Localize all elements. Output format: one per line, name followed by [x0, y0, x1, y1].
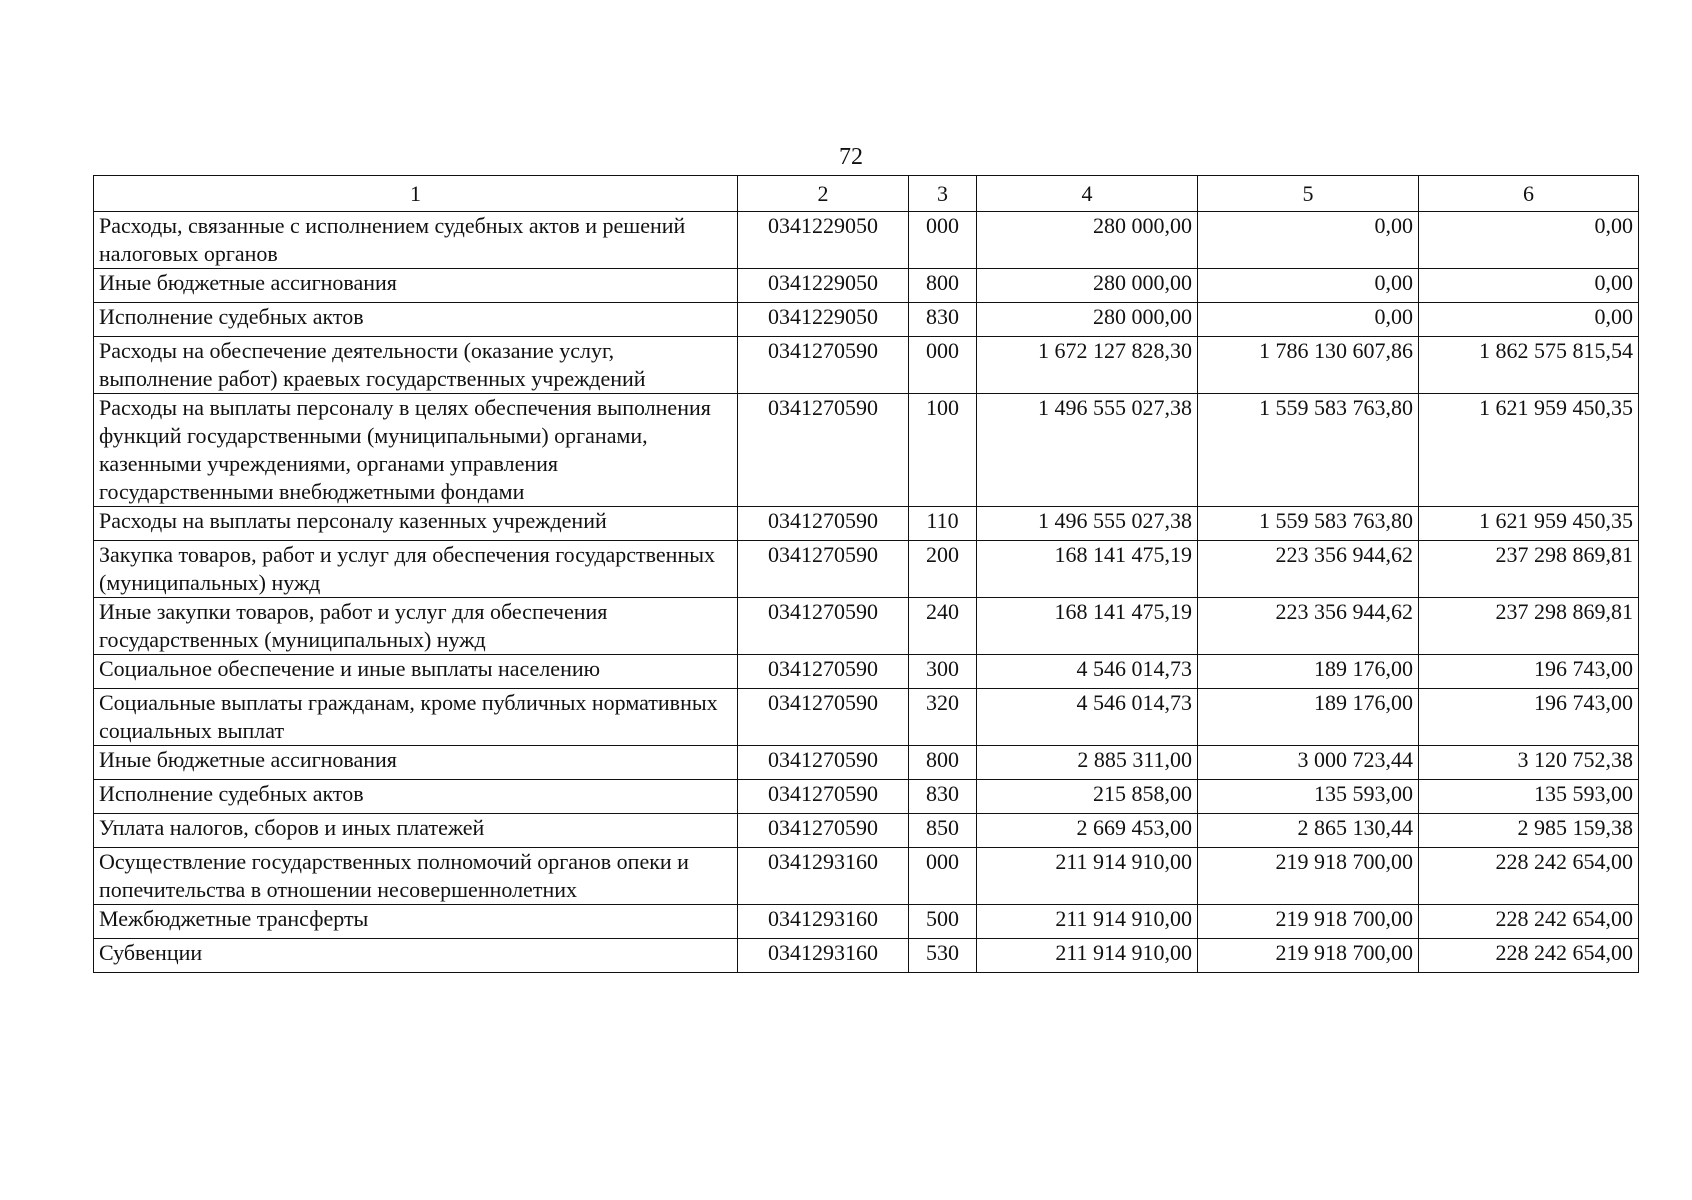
row-name-cell: Субвенции: [94, 939, 738, 973]
table-row: [94, 212, 1639, 269]
row-code-cell: 0341270590: [738, 598, 909, 655]
row-amount-col6-cell: 228 242 654,00: [1419, 939, 1639, 973]
table-row: [94, 337, 1639, 394]
row-amount-col5-cell: 135 593,00: [1198, 780, 1419, 814]
budget-table: [93, 175, 1639, 973]
row-amount-col5-cell: 189 176,00: [1198, 655, 1419, 689]
row-code-cell: 0341270590: [738, 689, 909, 746]
table-row: [94, 303, 1639, 337]
row-code-cell: 0341270590: [738, 780, 909, 814]
column-header: 4: [977, 176, 1198, 212]
row-amount-col4-cell: 1 496 555 027,38: [977, 507, 1198, 541]
row-amount-col5-cell: 219 918 700,00: [1198, 848, 1419, 905]
row-code-cell: 0341229050: [738, 303, 909, 337]
row-amount-col4-cell: 280 000,00: [977, 269, 1198, 303]
row-code-cell: 0341270590: [738, 541, 909, 598]
row-amount-col4-cell: 168 141 475,19: [977, 598, 1198, 655]
row-amount-col4-cell: 215 858,00: [977, 780, 1198, 814]
row-amount-col6-cell: 196 743,00: [1419, 689, 1639, 746]
row-amount-col5-cell: 3 000 723,44: [1198, 746, 1419, 780]
row-amount-col4-cell: 1 496 555 027,38: [977, 394, 1198, 507]
row-name-cell: Расходы на выплаты персоналу казенных учреждений: [94, 507, 738, 541]
row-amount-col4-cell: 211 914 910,00: [977, 939, 1198, 973]
row-amount-col6-cell: 1 621 959 450,35: [1419, 394, 1639, 507]
column-header: 6: [1419, 176, 1639, 212]
row-name-cell: Расходы, связанные с исполнением судебных актов и решений налоговых органов: [94, 212, 738, 269]
row-type-cell: 850: [909, 814, 977, 848]
row-amount-col4-cell: 211 914 910,00: [977, 905, 1198, 939]
row-type-cell: 320: [909, 689, 977, 746]
row-code-cell: 0341293160: [738, 905, 909, 939]
table-row: [94, 939, 1639, 973]
row-type-cell: 800: [909, 269, 977, 303]
row-code-cell: 0341229050: [738, 269, 909, 303]
table-row: [94, 746, 1639, 780]
table-row: [94, 269, 1639, 303]
row-amount-col6-cell: 237 298 869,81: [1419, 598, 1639, 655]
row-amount-col4-cell: 2 885 311,00: [977, 746, 1198, 780]
row-code-cell: 0341270590: [738, 394, 909, 507]
row-amount-col4-cell: 2 669 453,00: [977, 814, 1198, 848]
row-amount-col6-cell: 0,00: [1419, 303, 1639, 337]
row-amount-col4-cell: 211 914 910,00: [977, 848, 1198, 905]
row-amount-col5-cell: 223 356 944,62: [1198, 541, 1419, 598]
row-type-cell: 200: [909, 541, 977, 598]
row-type-cell: 240: [909, 598, 977, 655]
table-row: [94, 598, 1639, 655]
table-row: [94, 905, 1639, 939]
row-name-cell: Осуществление государственных полномочий органов опеки и попечительства в отношении несовершеннолетних: [94, 848, 738, 905]
row-type-cell: 110: [909, 507, 977, 541]
row-name-cell: Социальное обеспечение и иные выплаты населению: [94, 655, 738, 689]
table-row: [94, 848, 1639, 905]
column-header: 3: [909, 176, 977, 212]
row-name-cell: Закупка товаров, работ и услуг для обеспечения государственных (муниципальных) нужд: [94, 541, 738, 598]
row-type-cell: 830: [909, 780, 977, 814]
row-amount-col6-cell: 0,00: [1419, 212, 1639, 269]
row-amount-col4-cell: 280 000,00: [977, 303, 1198, 337]
column-header: 1: [94, 176, 738, 212]
row-code-cell: 0341270590: [738, 337, 909, 394]
row-amount-col5-cell: 219 918 700,00: [1198, 939, 1419, 973]
row-name-cell: Уплата налогов, сборов и иных платежей: [94, 814, 738, 848]
table-row: [94, 541, 1639, 598]
row-amount-col5-cell: 219 918 700,00: [1198, 905, 1419, 939]
row-amount-col5-cell: 0,00: [1198, 269, 1419, 303]
row-amount-col5-cell: 0,00: [1198, 303, 1419, 337]
header-row: [94, 176, 1639, 212]
row-amount-col6-cell: 1 862 575 815,54: [1419, 337, 1639, 394]
table-row: [94, 394, 1639, 507]
row-type-cell: 530: [909, 939, 977, 973]
row-amount-col6-cell: 228 242 654,00: [1419, 848, 1639, 905]
row-amount-col6-cell: 135 593,00: [1419, 780, 1639, 814]
table-row: [94, 507, 1639, 541]
row-amount-col6-cell: 0,00: [1419, 269, 1639, 303]
row-type-cell: 000: [909, 337, 977, 394]
row-code-cell: 0341270590: [738, 507, 909, 541]
table-row: [94, 814, 1639, 848]
row-code-cell: 0341270590: [738, 655, 909, 689]
row-name-cell: Иные бюджетные ассигнования: [94, 269, 738, 303]
page-number: 72: [839, 144, 863, 170]
row-name-cell: Исполнение судебных актов: [94, 303, 738, 337]
row-amount-col5-cell: 1 786 130 607,86: [1198, 337, 1419, 394]
table-row: [94, 655, 1639, 689]
row-code-cell: 0341229050: [738, 212, 909, 269]
row-type-cell: 100: [909, 394, 977, 507]
row-amount-col4-cell: 4 546 014,73: [977, 655, 1198, 689]
row-amount-col5-cell: 223 356 944,62: [1198, 598, 1419, 655]
row-amount-col5-cell: 1 559 583 763,80: [1198, 394, 1419, 507]
table-row: [94, 780, 1639, 814]
row-name-cell: Социальные выплаты гражданам, кроме публичных нормативных социальных выплат: [94, 689, 738, 746]
row-code-cell: 0341270590: [738, 814, 909, 848]
row-amount-col6-cell: 196 743,00: [1419, 655, 1639, 689]
row-amount-col4-cell: 1 672 127 828,30: [977, 337, 1198, 394]
table-row: [94, 689, 1639, 746]
row-amount-col5-cell: 1 559 583 763,80: [1198, 507, 1419, 541]
row-code-cell: 0341293160: [738, 848, 909, 905]
column-header: 2: [738, 176, 909, 212]
row-amount-col4-cell: 280 000,00: [977, 212, 1198, 269]
row-type-cell: 000: [909, 848, 977, 905]
row-type-cell: 500: [909, 905, 977, 939]
row-amount-col6-cell: 3 120 752,38: [1419, 746, 1639, 780]
row-amount-col4-cell: 168 141 475,19: [977, 541, 1198, 598]
row-amount-col6-cell: 237 298 869,81: [1419, 541, 1639, 598]
row-amount-col6-cell: 1 621 959 450,35: [1419, 507, 1639, 541]
row-name-cell: Расходы на обеспечение деятельности (оказание услуг, выполнение работ) краевых государственных учреждений: [94, 337, 738, 394]
row-amount-col5-cell: 2 865 130,44: [1198, 814, 1419, 848]
row-name-cell: Иные закупки товаров, работ и услуг для обеспечения государственных (муниципальных) нужд: [94, 598, 738, 655]
row-amount-col5-cell: 0,00: [1198, 212, 1419, 269]
row-name-cell: Иные бюджетные ассигнования: [94, 746, 738, 780]
row-code-cell: 0341270590: [738, 746, 909, 780]
row-type-cell: 300: [909, 655, 977, 689]
row-amount-col5-cell: 189 176,00: [1198, 689, 1419, 746]
row-name-cell: Расходы на выплаты персоналу в целях обеспечения выполнения функций государственными (муниципальными) органами, казенными учреждениями, органами управления государственными внебюджетными фондами: [94, 394, 738, 507]
row-amount-col4-cell: 4 546 014,73: [977, 689, 1198, 746]
table-body: [94, 212, 1639, 973]
row-code-cell: 0341293160: [738, 939, 909, 973]
row-type-cell: 830: [909, 303, 977, 337]
row-amount-col6-cell: 2 985 159,38: [1419, 814, 1639, 848]
row-type-cell: 800: [909, 746, 977, 780]
row-type-cell: 000: [909, 212, 977, 269]
row-name-cell: Исполнение судебных актов: [94, 780, 738, 814]
column-header: 5: [1198, 176, 1419, 212]
row-amount-col6-cell: 228 242 654,00: [1419, 905, 1639, 939]
row-name-cell: Межбюджетные трансферты: [94, 905, 738, 939]
